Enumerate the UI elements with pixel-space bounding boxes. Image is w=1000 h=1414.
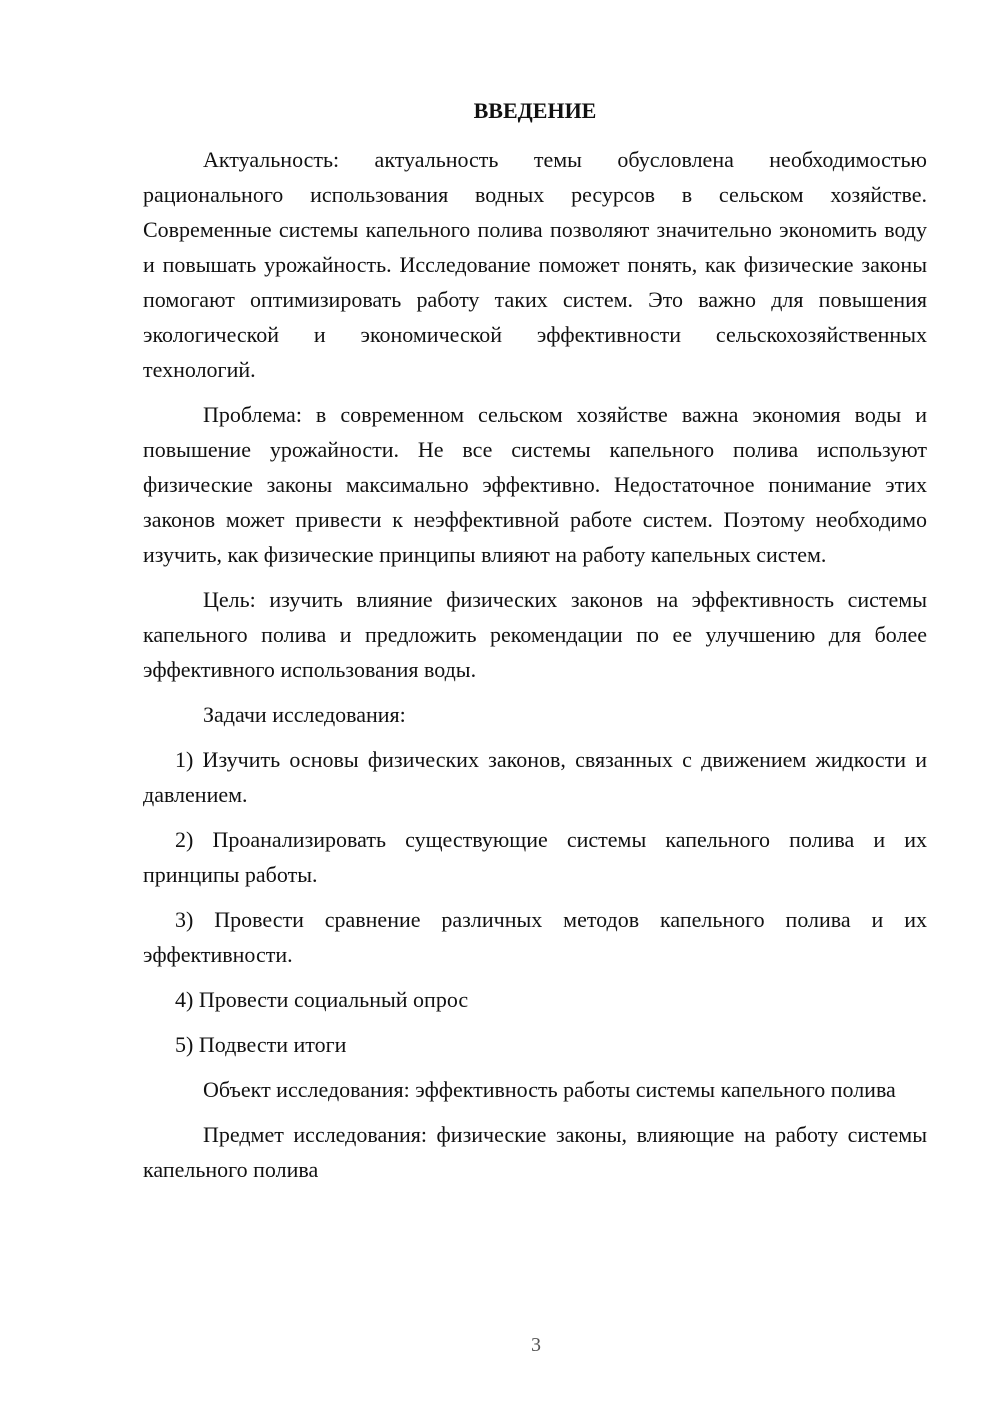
- paragraph-relevance: Актуальность: актуальность темы обусловлена необходимостью рационального использования водных ресурсов в сельском хозяйстве. Современные системы капельного полива позволяют значительно экономить воду и повышать урожайность. Исследование поможет понять, как физические законы помогают оптимизировать работу таких систем. Это важно для повышения экологической и экономической эффективности сельскохозяйственных технологий.: [143, 147, 927, 382]
- paragraph-problem: Проблема: в современном сельском хозяйстве важна экономия воды и повышение урожайности. Не все системы капельного полива используют физические законы максимально эффективно. Недостаточное понимание этих законов может привести к неэффективной работе систем. Поэтому необходимо изучить, как физические принципы влияют на работу капельных систем.: [143, 402, 927, 567]
- task-item-5: 5) Подвести итоги: [175, 1032, 347, 1057]
- section-heading: ВВЕДЕНИЕ: [473, 98, 597, 123]
- task-item-2: 2) Проанализировать существующие системы капельного полива и их принципы работы.: [143, 827, 927, 887]
- paragraph-object: Объект исследования: эффективность работы системы капельного полива: [203, 1077, 896, 1102]
- document-page: [143, 96, 927, 1197]
- task-item-4: 4) Провести социальный опрос: [175, 987, 469, 1012]
- paragraph-goal: Цель: изучить влияние физических законов на эффективность системы капельного полива и предложить рекомендации по ее улучшению для более эффективного использования воды.: [143, 587, 927, 682]
- page-number: 3: [531, 1334, 541, 1356]
- paragraph-subject: Предмет исследования: физические законы, влияющие на работу системы капельного полива: [143, 1122, 927, 1182]
- tasks-title: Задачи исследования:: [203, 702, 406, 727]
- task-item-3: 3) Провести сравнение различных методов капельного полива и их эффективности.: [143, 907, 927, 967]
- task-item-1: 1) Изучить основы физических законов, связанных с движением жидкости и давлением.: [143, 747, 927, 807]
